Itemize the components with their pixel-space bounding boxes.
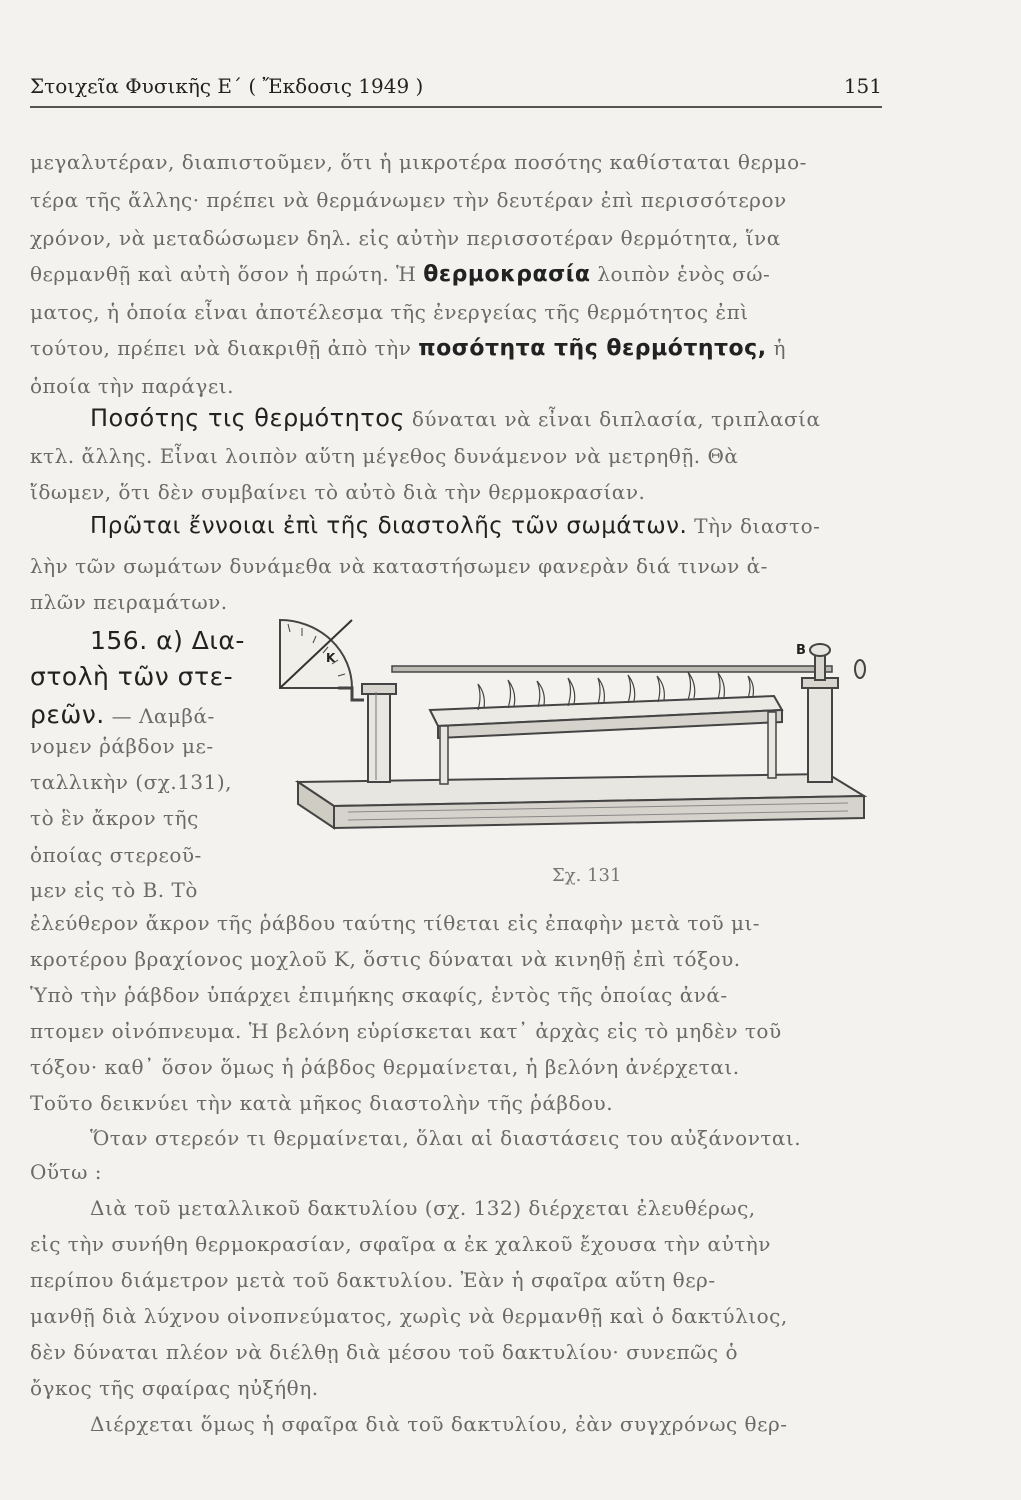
text-line: Διέρχεται ὅμως ἡ σφαῖρα διὰ τοῦ δακτυλίου, ἐὰν συγχρόνως θερ- (90, 1412, 788, 1436)
header-title: Στοιχεῖα Φυσικῆς Ε΄ ( Ἔκδοσις 1949 ) (30, 74, 424, 98)
text-fragment: δύναται νὰ εἶναι διπλασία, τριπλασία (411, 407, 821, 431)
text-line: Οὕτω : (30, 1160, 103, 1184)
text-line: μανθῇ διὰ λύχνου οἰνοπνεύματος, χωρὶς νὰ θερμανθῇ καὶ ὁ δακτύλιος, (30, 1304, 788, 1328)
section-heading: ρεῶν. (30, 700, 105, 729)
text-line: Διὰ τοῦ μεταλλικοῦ δακτυλίου (σχ. 132) διέρχεται ἐλευθέρως, (90, 1196, 756, 1220)
text-line (90, 406, 821, 430)
text-line: περίπου διάμετρον μετὰ τοῦ δακτυλίου. Ἐὰν ἡ σφαῖρα αὕτη θερ- (30, 1268, 716, 1292)
text-line: ὁποίας στερεοῦ- (30, 843, 202, 867)
text-line (30, 264, 770, 286)
text-line: πτομεν οἰνόπνευμα. Ἡ βελόνη εὑρίσκεται κατ᾽ ἀρχὰς εἰς τὸ μηδὲν τοῦ (30, 1019, 782, 1043)
text-line: μεν εἰς τὸ Β. Τὸ (30, 878, 198, 902)
figure-caption: Σχ. 131 (552, 865, 622, 886)
page-number: 151 (843, 74, 882, 98)
section-number-heading: 156. α) Δια- (90, 626, 245, 655)
text-line: ὄγκος τῆς σφαίρας ηὐξήθη. (30, 1376, 319, 1400)
text-fragment: — Λαμβά- (111, 704, 215, 728)
lever-arm (338, 688, 364, 700)
term-heading: Ποσότης τις θερμότητος (90, 404, 406, 432)
right-post (808, 686, 832, 782)
label-b: B (796, 643, 806, 658)
text-line (30, 338, 786, 360)
text-line: κροτέρου βραχίονος μοχλοῦ Κ, ὅστις δύναται νὰ κινηθῇ ἐπὶ τόξου. (30, 947, 741, 971)
text-line: εἰς τὴν συνήθη θερμοκρασίαν, σφαῖρα α ἐκ χαλκοῦ ἔχουσα τὴν αὐτὴν (30, 1232, 771, 1256)
text-line: Τοῦτο δεικνύει τὴν κατὰ μῆκος διαστολὴν τῆς ῥάβδου. (30, 1091, 614, 1115)
text-line: ματος, ἡ ὁποία εἶναι ἀποτέλεσμα τῆς ἐνεργείας τῆς θερμότητος ἐπὶ (30, 300, 749, 324)
text-line: κτλ. ἄλλης. Εἶναι λοιπὸν αὕτη μέγεθος δυνάμενον νὰ μετρηθῇ. Θὰ (30, 444, 739, 468)
running-header (30, 74, 882, 108)
screw-b-head (810, 644, 830, 656)
label-k: K (326, 651, 336, 665)
expansion-apparatus-illustration (268, 592, 878, 862)
text-line: νομεν ῥάβδον με- (30, 734, 214, 758)
text-line: ὁποία τὴν παράγει. (30, 374, 234, 398)
trough-leg-right (768, 712, 776, 778)
figure-131 (268, 592, 878, 862)
text-line: ἐλεύθερον ἄκρον τῆς ῥάβδου ταύτης τίθεται εἰς ἐπαφὴν μετὰ τοῦ μι- (30, 911, 761, 935)
metal-rod (392, 666, 832, 672)
section-heading: Πρῶται ἔννοιαι ἐπὶ τῆς διαστολῆς τῶν σωμάτων. (90, 513, 688, 539)
text-fragment: ἡ (773, 336, 786, 360)
text-line: τόξου· καθ᾽ ὅσον ὅμως ἡ ῥάβδος θερμαίνεται, ἡ βελόνη ἀνέρχεται. (30, 1055, 740, 1079)
text-fragment: λοιπὸν ἑνὸς σώ- (597, 262, 771, 286)
term-bold: θερμοκρασία (423, 262, 591, 287)
term-bold: ποσότητα τῆς θερμότητος, (418, 336, 767, 361)
text-line (90, 515, 820, 538)
text-line (30, 702, 215, 727)
text-line: λὴν τῶν σωμάτων δυνάμεθα νὰ καταστήσωμεν φανερὰν διά τινων ἁ- (30, 554, 768, 578)
text-line: δὲν δύναται πλέον νὰ διέλθῃ διὰ μέσου τοῦ δακτυλίου· συνεπῶς ὁ (30, 1340, 739, 1364)
text-line: ταλλικὴν (σχ.131), (30, 770, 233, 794)
text-line: χρόνον, νὰ μεταδώσωμεν δηλ. εἰς αὐτὴν περισσοτέραν θερμότητα, ἵνα (30, 226, 781, 250)
text-line: πλῶν πειραμάτων. (30, 590, 228, 614)
left-post-cap (362, 684, 396, 694)
section-heading: στολὴ τῶν στε- (30, 662, 234, 691)
text-fragment: τούτου, πρέπει νὰ διακριθῇ ἀπὸ τὴν (30, 336, 412, 360)
text-line: ἴδωμεν, ὅτι δὲν συμβαίνει τὸ αὐτὸ διὰ τὴν θερμοκρασίαν. (30, 480, 646, 504)
text-line: Ὅταν στερεόν τι θερμαίνεται, ὅλαι αἱ διαστάσεις του αὐξάνονται. (90, 1126, 802, 1150)
rod-end-knob (855, 660, 865, 678)
text-line: Ὑπὸ τὴν ῥάβδον ὑπάρχει ἐπιμήκης σκαφίς, ἐντὸς τῆς ὁποίας ἀνά- (30, 983, 728, 1007)
text-line: μεγαλυτέραν, διαπιστοῦμεν, ὅτι ἡ μικροτέρα ποσότης καθίσταται θερμο- (30, 150, 807, 174)
text-line: τέρα τῆς ἄλλης· πρέπει νὰ θερμάνωμεν τὴν δευτέραν ἐπὶ περισσότερον (30, 188, 787, 212)
trough-leg-left (440, 726, 448, 784)
left-post (368, 690, 390, 782)
text-fragment: Τὴν διαστο- (694, 514, 821, 538)
text-line: τὸ ἓν ἄκρον τῆς (30, 806, 199, 830)
text-fragment: θερμανθῇ καὶ αὐτὴ ὅσον ἡ πρώτη. Ἡ (30, 262, 417, 286)
